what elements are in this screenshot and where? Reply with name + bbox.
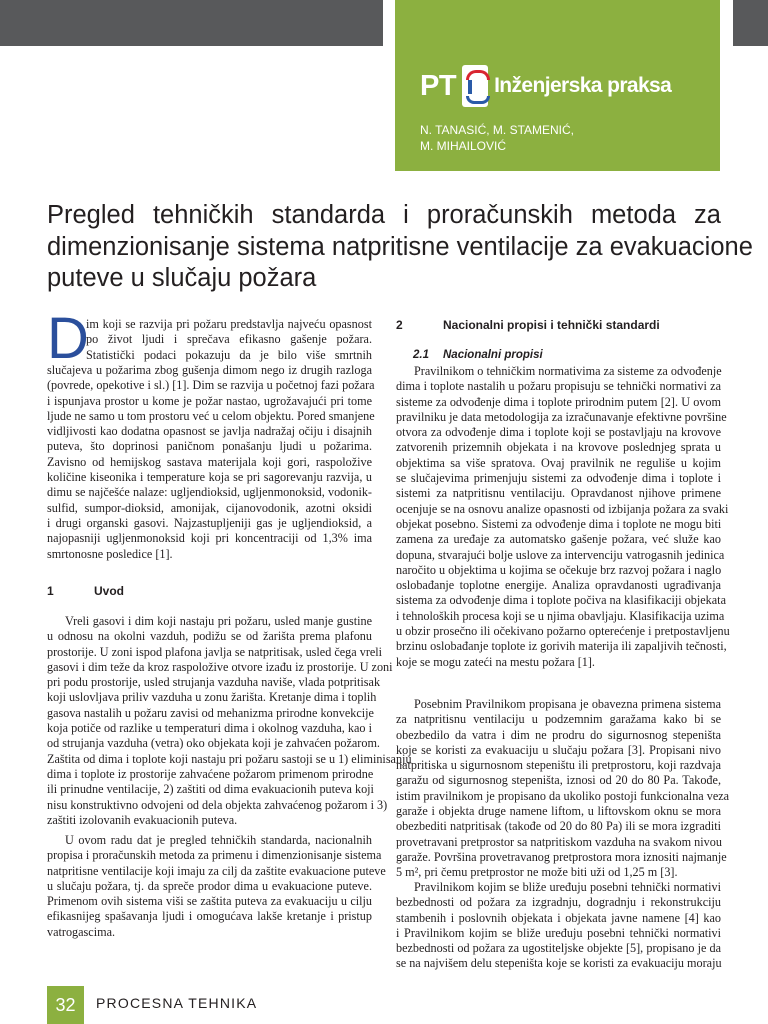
- text-line: Vreli gasovi i dim koji nastaju pri požaru, usled manje gustine: [65, 614, 372, 628]
- text-line: gasovi i dim teže da kroz raspoložive otvore izađu iz prostorije. U zoni: [47, 659, 393, 674]
- text-line: propisa i proračunskih metoda za primenu i dimenzionisanje sistema: [47, 848, 382, 863]
- text-line: Statistički podaci pokazuju da je bilo više smrtnih: [86, 347, 372, 362]
- text-line: u obzir prosečno ili očekivano požarno opterećenje i pretpostavljenu: [396, 624, 730, 639]
- text-line: vatrogascima.: [47, 924, 116, 939]
- intro-paragraph-start: [86, 317, 372, 363]
- text-line: zatvorenih prizemnih objekata i na krovove poslednjeg sprata u: [396, 440, 721, 455]
- s21-paragraph-2: [396, 697, 730, 881]
- text-line: sistema za odvođenje dima i toplote počiva na klasifikaciji objekata: [396, 593, 726, 608]
- text-line: ili prinudne ventilacije, 2) zaštiti od dima evakuacionih puteva koji: [47, 782, 374, 797]
- text-line: ljude ne samo u tom prostoru već u celom objektu. Pored smanjene: [47, 408, 375, 423]
- text-line: dimu se najčešće nalaze: ugljendioksid, ugljenmonoksid, vodonik-: [47, 485, 372, 500]
- text-line: koje se mogu zateći na mestu požara [1].: [396, 654, 595, 669]
- text-line: slučajeva u požarima zbog gušenja dimom nego iz drugih razloga: [47, 363, 372, 377]
- text-line: za natpritisnu ventilaciju u podzemnim garažama kako bi se: [396, 712, 721, 727]
- text-line: u slučaju požara, tj. da spreče prodor dima u evakuacione puteve.: [47, 878, 372, 893]
- text-line: se slučajevima primenjuju sistemi za odvođenje dima i toplote i: [396, 471, 721, 486]
- text-line: i drugi organski gasovi. Najzastupljeniji gas je ugljendioksid, a: [47, 515, 372, 530]
- text-line: natpritisne ventilacije koji imaju za cilj da zaštite evakuacione puteve: [47, 863, 386, 878]
- text-line: koji uslovljava priliv vazduha u zonu žarišta. Kretanje dima i toplih: [47, 690, 377, 705]
- text-line: objekat posebno. Sistemi za odvođenje dima i toplote ne mogu biti: [396, 516, 722, 531]
- text-line: nisu konstruktivno odvojeni od dela objekta zahvaćenog požarom i 3): [47, 797, 388, 812]
- text-line: naročito u objektima u kojima se očekuje brz razvoj požara i naglo: [396, 562, 722, 577]
- title-line: Pregled tehničkih standarda i proračunskih metoda za: [47, 201, 721, 229]
- text-line: provetravani pretprostor sa natpritiskom vazduha na svakom nivou: [396, 834, 722, 849]
- text-line: koja potiče od razlike u temperaturi dima i okolnog vazduha, kao i: [47, 721, 372, 736]
- text-line: pravilniku je data metodologija za izračunavanje efektivne površine: [396, 409, 727, 424]
- text-line: 5 m², pri čemu pretprostor ne može biti uži od 1,25 m [3].: [396, 865, 678, 880]
- s21-paragraph-1: [396, 364, 730, 670]
- journal-logo: [420, 64, 671, 108]
- text-line: im koji se razvija pri požaru predstavlja najveću opasnost: [86, 317, 372, 331]
- intro-paragraph: [47, 363, 375, 562]
- text-line: stambenih i poslovnih objekata i objekata javne namene [4] kao: [396, 910, 721, 925]
- dropcap: D: [47, 306, 89, 371]
- text-line: bezbednosti od požara za izgradnju, dogradnju i rekonstrukciju: [396, 895, 721, 910]
- author-line: N. TANASIĆ, M. STAMENIĆ,: [420, 123, 575, 137]
- text-line: po život ljudi i sprečava efikasno gašenje požara.: [86, 332, 372, 347]
- text-line: dima i toplote iz prostorije zahvaćene požarom primenom prirodne: [47, 766, 374, 781]
- text-line: otvora za odvođenje dima i toplote koji se postavljaju na krovove: [396, 425, 721, 440]
- authors: [420, 122, 710, 154]
- text-line: u odnosu na okolni vazduh, podižu se od žarišta prema plafonu: [47, 629, 372, 644]
- text-line: oslobađanje toplotne energije. Analiza opravdanosti ugrađivanja: [396, 578, 721, 593]
- article-title: [47, 200, 753, 295]
- text-line: obezbedilo da vatra i dim ne prodru do sigurnosnog stepeništa: [396, 727, 721, 742]
- title-line: puteve u slučaju požara: [47, 264, 317, 292]
- text-line: zaštiti izolovanih evakuacionih puteva.: [47, 812, 238, 827]
- text-line: U ovom radu dat je pregled tehničkih standarda, nacionalnih: [65, 833, 372, 847]
- header-bar-right: [733, 0, 768, 46]
- text-line: puteva, što doprinosi paničnom ponašanju ljudi u požarima.: [47, 439, 372, 454]
- text-line: i Pravilnikom kojim se bliže uređuju posebni tehnički normativi: [396, 925, 721, 940]
- text-line: sistemi za natpritisnu ventilaciju. Opravdanost njihove primene: [396, 486, 721, 501]
- text-line: istim pravilnikom je propisano da ukoliko postoji funkcionalna veza: [396, 788, 730, 803]
- section-1-number: 1: [47, 584, 54, 598]
- s21-paragraph-3: [396, 880, 721, 972]
- text-line: i tehnoloških procesa koji se u njima obavljaju. Klasifikacija uzima: [396, 608, 725, 623]
- text-line: sisteme za odvođenje dima i toplote prirodnim putem [2]. U ovom: [396, 394, 721, 409]
- text-line: (povrede, opekotive i sl.) [1]. Dim se razvija u početnoj fazi požara: [47, 378, 375, 393]
- text-line: brzinu oslobađanje toplote iz gorivih materija ili zapaljivih tečnosti,: [396, 639, 727, 654]
- uvod-paragraph-1: [47, 614, 412, 828]
- text-line: bezbednosti od požara za ugostiteljske objekte [5], propisano je da: [396, 941, 721, 956]
- logo-emblem-icon: [462, 65, 488, 107]
- subsection-2-1-title: Nacionalni propisi: [443, 349, 543, 361]
- text-line: zamena za uređaje za automatsko gašenje požara, već služe kao: [396, 532, 721, 547]
- text-line: obezbediti natpritisak (takođe od 20 do 80 Pa) ili se mora izgraditi: [396, 819, 721, 834]
- text-line: objektima sa više spratova. Ovaj pravilnik ne reguliše u kojim: [396, 455, 721, 470]
- text-line: garažu od sigurnosnog stepeništa, iznosi od 20 do 80 Pa. Takođe,: [396, 773, 721, 788]
- author-line: M. MIHAILOVIĆ: [420, 139, 507, 153]
- text-line: od strujanja vazduha (vetra) oko objekata koji je zahvaćen požarom.: [47, 736, 380, 751]
- text-line: smrtonosne posledice [1].: [47, 546, 173, 561]
- logo-pt-text: PT: [420, 69, 457, 102]
- text-line: koje se koristi za evakuaciju u slučaju požara [3]. Propisani nivo: [396, 742, 721, 757]
- text-line: gasova nastalih u požaru zavisi od mehanizma prirodne konvekcije: [47, 705, 374, 720]
- text-line: pri podu prostorije, usled strujanja vazduha naviše, vlada potpritisak: [47, 675, 381, 690]
- title-line: dimenzionisanje sistema natpritisne ventilacije za evakuacione: [47, 232, 753, 261]
- section-2-number: 2: [396, 318, 403, 332]
- text-line: Pravilnikom o tehničkim normativima za sisteme za odvođenje: [414, 364, 722, 378]
- text-line: Pravilnikom kojim se bliže uređuju posebni tehnički normativi: [414, 880, 721, 894]
- text-line: se na najvišem delu stepeništa koje se koristi za evakuaciju moraju: [396, 956, 722, 971]
- text-line: Zavisno od hemijskog sastava materijala koji gori, raspoložive: [47, 454, 372, 469]
- text-line: Posebnim Pravilnikom propisana je obavezna primena sistema: [414, 697, 721, 711]
- text-line: prostorije. U zoni ispod plafona javlja se natpritisak, usled čega vreli: [47, 644, 383, 659]
- text-line: garaže. Površina provetravanog pretprostora mora iznositi najmanje: [396, 849, 727, 864]
- text-line: Zaštita od dima i toplote koji nastaju pri požaru sastoji se u 1) eliminisanju: [47, 751, 412, 766]
- page-number: 32: [55, 995, 76, 1015]
- text-line: natpritiska u sigurnosnom stepeništu ili pretprostoru, koji razdvaja: [396, 758, 721, 773]
- section-1-title: Uvod: [94, 584, 124, 598]
- text-line: Primenom ovih sistema viši se zaštita puteva za evakuaciju u cilju: [47, 894, 372, 909]
- section-2-title: Nacionalni propisi i tehnički standardi: [443, 318, 660, 332]
- text-line: garaže i objekta druge namene liftom, u liftovskom oknu se mora: [396, 804, 721, 819]
- subsection-2-1-number: 2.1: [413, 349, 429, 361]
- uvod-paragraph-2: [47, 833, 386, 940]
- text-line: efikasnijeg spašavanja ljudi i omogućava lakše kretanje i pristup: [47, 909, 372, 924]
- text-line: količine kiseonika i temperature koja se pri sagorevanju razvija, u: [47, 470, 372, 485]
- header-bar-left: [0, 0, 383, 46]
- text-line: najopasniji ugljenmonoksid koji pri koncentraciji od 1,3% ima: [47, 531, 372, 546]
- journal-name: PROCESNA TEHNIKA: [96, 995, 258, 1011]
- section-name: Inženjerska praksa: [494, 74, 672, 97]
- text-line: dopuna, stvarajući bolje uslove za intervenciju vatrogasnih jedinica: [396, 547, 725, 562]
- text-line: i ispunjava prostor u kome je požar nastao, ugrožavajući pri tome: [47, 393, 372, 408]
- text-line: ocenjuje se na osnovu analize opasnosti od izbijanja požara za svaki: [396, 501, 729, 516]
- text-line: sulfid, sumpor-dioksid, amonijak, cijanovodonik, azotni oksidi: [47, 500, 372, 515]
- text-line: vidljivosti kao dodatna opasnost se javlja nadražaj očiju i disajnih: [47, 424, 372, 439]
- text-line: dima i toplote nastalih u požaru propisuju se tehnički normativi za: [396, 379, 721, 394]
